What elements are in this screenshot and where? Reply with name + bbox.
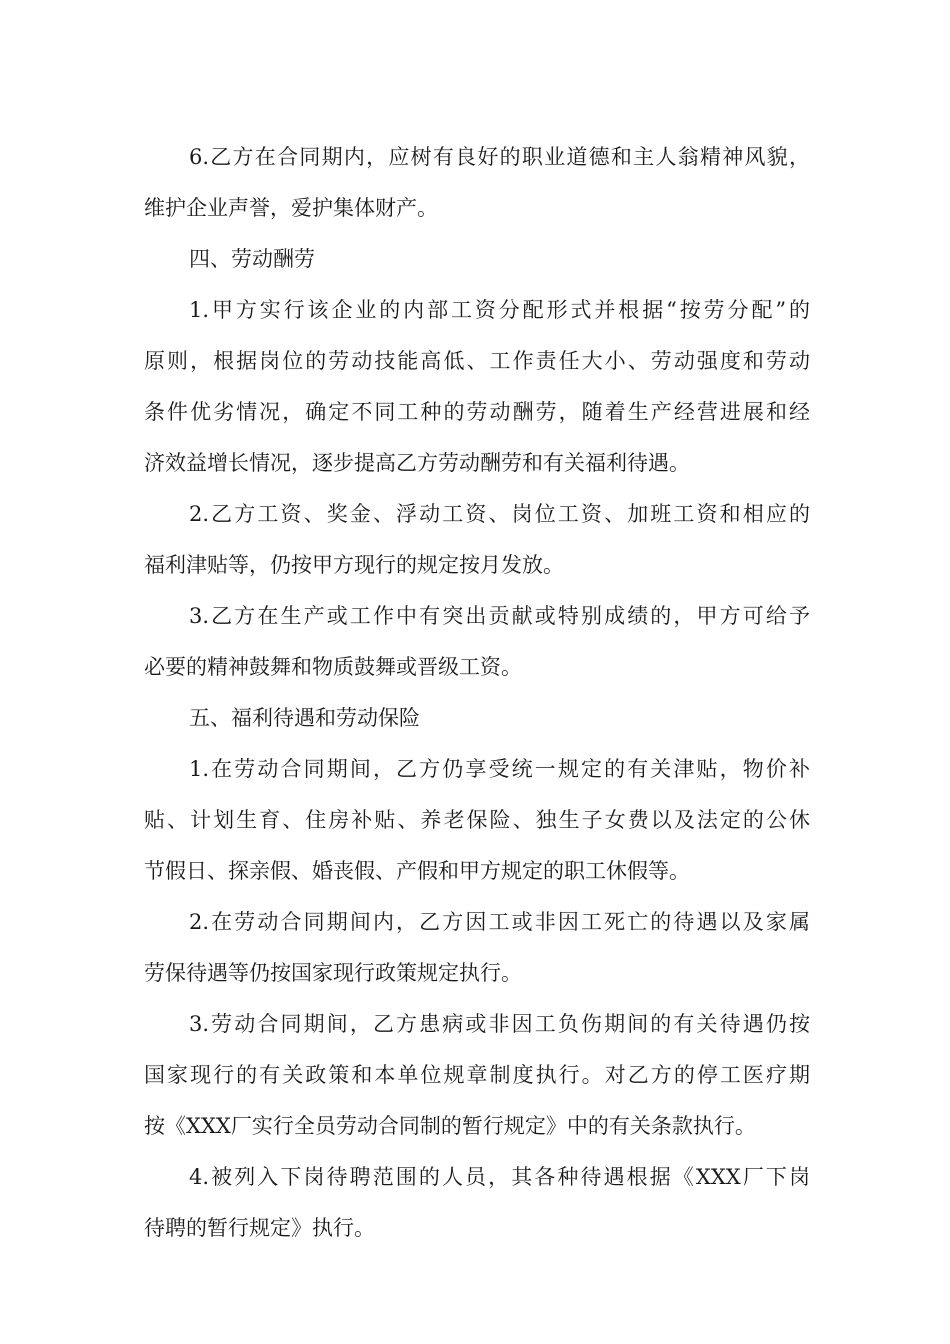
paragraph-4-3 [144, 591, 810, 693]
text-line: 济效益增长情况，逐步提高乙方劳动酬劳和有关福利待遇。 [144, 451, 690, 475]
text-line: 3.乙方在生产或工作中有突出贡献或特别成绩的，甲方可给予 [189, 604, 810, 628]
text-line: 6.乙方在合同期内，应树有良好的职业道德和主人翁精神风貌， [189, 145, 810, 169]
text-line: 条件优劣情况，确定不同工种的劳动酬劳，随着生产经营进展和经 [144, 400, 810, 424]
section-heading: 五、福利待遇和劳动保险 [189, 706, 420, 730]
text-line: 原则，根据岗位的劳动技能高低、工作责任大小、劳动强度和劳动 [144, 349, 810, 373]
paragraph-5-1 [144, 744, 810, 897]
paragraph-6-conduct [144, 132, 810, 234]
text-line: 1.在劳动合同期间，乙方仍享受统一规定的有关津贴，物价补 [189, 757, 810, 781]
text-line: 福利津贴等，仍按甲方现行的规定按月发放。 [144, 553, 564, 577]
text-line: 贴、计划生育、住房补贴、养老保险、独生子女费以及法定的公休 [144, 808, 810, 832]
text-line: 2.乙方工资、奖金、浮动工资、岗位工资、加班工资和相应的 [189, 502, 810, 526]
text-line: 维护企业声誉，爱护集体财产。 [144, 196, 438, 220]
paragraph-4-1 [144, 285, 810, 489]
text-line: 4.被列入下岗待聘范围的人员，其各种待遇根据《XXX厂下岗 [189, 1165, 810, 1189]
paragraph-5-2 [144, 897, 810, 999]
text-line: 待聘的暂行规定》执行。 [144, 1216, 375, 1240]
text-line: 2.在劳动合同期间内，乙方因工或非因工死亡的待遇以及家属 [189, 910, 810, 934]
text-line: 1.甲方实行该企业的内部工资分配形式并根据“按劳分配”的 [189, 298, 810, 322]
paragraph-4-2 [144, 489, 810, 591]
text-line: 必要的精神鼓舞和物质鼓舞或晋级工资。 [144, 655, 522, 679]
paragraph-5-4 [144, 1152, 810, 1254]
text-line: 3.劳动合同期间，乙方患病或非因工负伤期间的有关待遇仍按 [189, 1012, 810, 1036]
text-line: 按《XXX厂实行全员劳动合同制的暂行规定》中的有关条款执行。 [144, 1114, 756, 1138]
paragraph-5-3 [144, 999, 810, 1152]
document-body [144, 132, 810, 1254]
text-line: 劳保待遇等仍按国家现行政策规定执行。 [144, 961, 522, 985]
section-heading: 四、劳动酬劳 [189, 247, 315, 271]
section-heading-5 [144, 693, 810, 744]
text-line: 国家现行的有关政策和本单位规章制度执行。对乙方的停工医疗期 [144, 1063, 810, 1087]
section-heading-4 [144, 234, 810, 285]
text-line: 节假日、探亲假、婚丧假、产假和甲方规定的职工休假等。 [144, 859, 690, 883]
